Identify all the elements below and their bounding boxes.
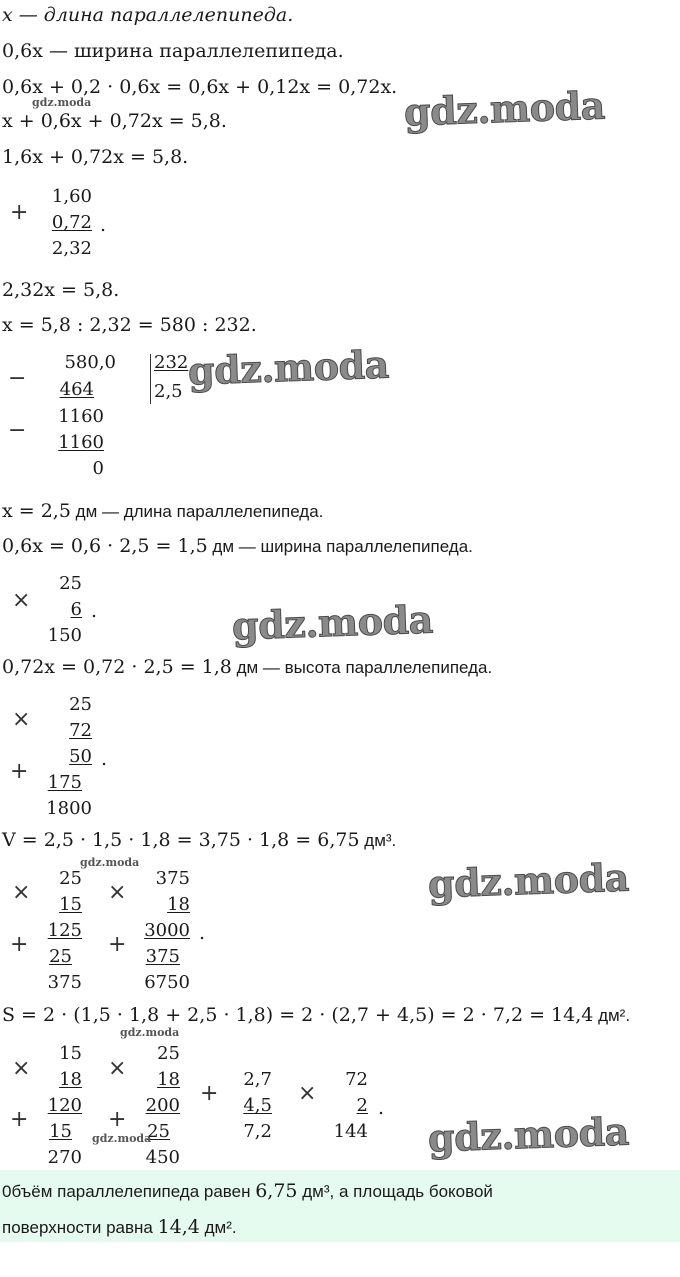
factor: 25 [59,868,82,889]
watermark-small: gdz.moda [92,1132,152,1145]
factor: 18 [167,894,190,915]
times-sign: × [108,1056,127,1081]
line-width-result [2,535,473,557]
minus-sign: − [8,366,27,391]
line-equation-simplified [2,146,188,168]
plus-sign: + [108,932,127,957]
times-sign: × [108,880,127,905]
answer-text: 0бъём параллелепипеда равен [2,1182,256,1201]
partial-product: 125 [47,920,82,941]
partial-product: 175 [47,772,82,793]
period: . [101,748,108,770]
partial-product: 25 [49,946,72,967]
plus-sign: + [10,200,29,225]
product: 450 [145,1147,180,1168]
factor: 375 [155,868,190,889]
dividend: 580,0 [64,352,116,373]
line-text: 0,6x + 0,2 · 0,6x = 0,6x + 0,12x = 0,72x. [2,76,398,98]
answer-area: 14,4 [157,1216,200,1238]
addend: 4,5 [243,1095,272,1116]
watermark-small: gdz.moda [80,856,140,869]
partial-product: 15 [49,1121,72,1142]
partial-product: 120 [47,1095,82,1116]
plus-sign: + [10,932,29,957]
quotient: 2,5 [154,381,183,402]
times-sign: × [12,1056,31,1081]
line-text: дм³. [359,831,397,850]
product: 375 [47,972,82,993]
line-math: 0,72x = 0,72 · 2,5 = 1,8 [2,656,232,678]
line-math: S = 2 · (1,5 · 1,8 + 2,5 · 1,8) = 2 · (2,7 + 4,5) = 2 · 7,2 = 14,4 [2,1004,594,1026]
division-bracket [150,354,151,404]
answer-text: дм². [199,1218,237,1237]
factor: 15 [59,1043,82,1064]
period: . [100,214,107,236]
minus-sign: − [8,418,27,443]
line-text: дм². [593,1006,631,1025]
watermark-logo: gdz.moda [427,854,630,907]
partial-product: 200 [145,1095,180,1116]
line-text: 1,6x + 0,72x = 5,8. [2,146,189,168]
watermark-small: gdz.moda [120,1026,180,1039]
line-x-division [2,314,257,336]
plus-sign: + [108,1107,127,1132]
factor: 25 [59,573,82,594]
remainder: 0 [92,458,104,479]
line-x-length [2,4,293,26]
line-length-result [2,500,323,522]
plus-sign: + [10,759,29,784]
addend: 2,7 [243,1069,272,1090]
sum: 7,2 [243,1121,272,1142]
subtrahend: 1160 [58,432,104,453]
partial-product: 375 [145,946,180,967]
line-math: x = 2,5 [2,500,71,522]
line-math: V = 2,5 · 1,5 · 1,8 = 3,75 · 1,8 = 6,75 [2,829,360,851]
line-volume [2,829,396,851]
period: . [199,922,206,944]
partial-product: 3000 [144,920,190,941]
line-text: дм — длина параллелепипеда. [70,502,324,521]
addend: 1,60 [51,186,92,207]
factor: 72 [69,720,92,741]
factor: 2 [356,1095,368,1116]
line-width [2,40,344,62]
subtrahend: 464 [59,379,94,400]
times-sign: × [12,880,31,905]
product: 1800 [46,798,92,819]
period: . [91,600,98,622]
watermark-logo: gdz.moda [403,82,606,135]
answer-line-2 [2,1216,237,1238]
factor: 72 [345,1069,368,1090]
plus-sign: + [200,1081,219,1106]
times-sign: × [12,707,31,732]
factor: 25 [69,694,92,715]
plus-sign: + [10,1107,29,1132]
sum: 2,32 [51,238,92,259]
factor: 15 [59,894,82,915]
answer-box [0,1170,680,1242]
factor: 18 [59,1069,82,1090]
line-equation [2,110,227,132]
watermark-logo: gdz.moda [187,341,390,394]
answer-line-1 [2,1180,493,1202]
line-text: x + 0,6x + 0,72x = 5,8. [2,110,227,132]
factor: 18 [157,1069,180,1090]
partial-product: 25 [147,1121,170,1142]
line-area [2,1004,630,1026]
watermark-logo: gdz.moda [231,596,434,649]
line-text: 2,32x = 5,8. [2,279,120,301]
line-text: x = 5,8 : 2,32 = 580 : 232. [2,314,257,336]
line-math: 0,6x = 0,6 · 2,5 = 1,5 [2,535,208,557]
remainder: 1160 [58,406,104,427]
line-text: 0,6x — ширина параллелепипеда. [2,40,344,62]
partial-product: 50 [69,746,92,767]
answer-text: поверхности равна [2,1218,158,1237]
addend: 0,72 [51,212,92,233]
product: 150 [47,625,82,646]
product: 144 [333,1121,368,1142]
product: 270 [47,1147,82,1168]
answer-text: дм³, а площадь боковой [297,1182,493,1201]
line-equation-2 [2,279,119,301]
line-height-result [2,656,492,678]
line-text: дм — ширина параллелепипеда. [207,537,473,556]
factor: 6 [70,599,82,620]
times-sign: × [12,588,31,613]
line-text: дм — высота параллелепипеда. [231,658,493,677]
period: . [378,1097,385,1119]
line-text: x — длина параллелепипеда. [2,4,294,26]
factor: 25 [157,1043,180,1064]
watermark-logo: gdz.moda [427,1108,630,1161]
product: 6750 [144,972,190,993]
line-height-expr [2,76,397,98]
watermark-small: gdz.moda [32,96,92,109]
divisor: 232 [154,352,189,373]
answer-volume: 6,75 [255,1180,298,1202]
times-sign: × [298,1081,317,1106]
